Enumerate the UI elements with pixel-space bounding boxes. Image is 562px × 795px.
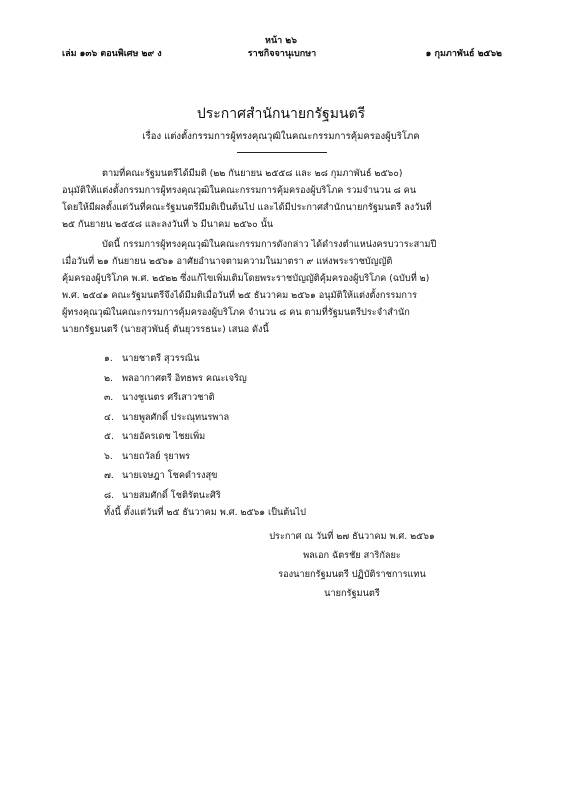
list-item — [104, 410, 247, 430]
list-item — [104, 371, 247, 391]
member-name: นายถวัลย์ รุยาพร — [122, 450, 190, 462]
list-item-number: ๑. — [104, 353, 113, 364]
member-name: นายสมศักดิ์ โชติรัตนะศิริ — [122, 489, 221, 501]
list-item — [104, 468, 247, 488]
list-item-number: ๘. — [104, 489, 115, 501]
paragraph-line: ๒๕ กันยายน ๒๕๕๘ และลงวันที่ ๖ มีนาคม ๒๕๖๐ นั้น — [62, 219, 274, 230]
list-item-number: ๒. — [104, 372, 113, 384]
paragraph-line: นายกรัฐมนตรี (นายสุวพันธุ์ ตันยุวรรธนะ) เสนอ ดังนี้ — [62, 324, 269, 335]
member-name: นางชูเนตร ศรีเสาวชาติ — [122, 392, 215, 403]
paragraph-2 — [62, 236, 504, 338]
paragraph-line: บัดนี้ กรรมการผู้ทรงคุณวุฒิในคณะกรรมการดังกล่าว ได้ดำรงตำแหน่งครบวาระสามปี — [102, 239, 437, 250]
document-subject: เรื่อง แต่งตั้งกรรมการผู้ทรงคุณวุฒิในคณะกรรมการคุ้มครองผู้บริโภค — [142, 131, 420, 142]
member-name: นายเจษฎา โชคดำรงสุข — [122, 470, 218, 481]
paragraph-1 — [62, 165, 504, 233]
member-name: นายอัครเดช ไชยเพิ่ม — [122, 431, 206, 442]
list-item — [104, 429, 247, 449]
list-item-number: ๔. — [104, 411, 114, 423]
announcement-date: ประกาศ ณ วันที่ ๒๗ ธันวาคม พ.ศ. ๒๕๖๑ — [269, 531, 435, 542]
paragraph-line: คุ้มครองผู้บริโภค พ.ศ. ๒๕๒๒ ซึ่งแก้ไขเพิ่มเติมโดยพระราชบัญญัติคุ้มครองผู้บริโภค (ฉบับที่ ๒) — [62, 273, 430, 284]
signatory-name: พลเอก ฉัตรชัย สาริกัลยะ — [303, 550, 401, 561]
paragraph-line: พ.ศ. ๒๕๔๑ คณะรัฐมนตรีจึงได้มีมติเมื่อวันที่ ๒๕ ธันวาคม ๒๕๖๑ อนุมัติให้แต่งตั้งกรรมการ — [62, 290, 418, 301]
member-name: พลอากาศตรี อิทธพร คณะเจริญ — [122, 372, 247, 384]
list-item — [104, 351, 247, 371]
list-item — [104, 390, 247, 410]
paragraph-line: เมื่อวันที่ ๒๑ กันยายน ๒๕๖๑ อาศัยอำนาจตามความในมาตรา ๙ แห่งพระราชบัญญัติ — [62, 256, 393, 267]
title-divider — [237, 152, 327, 153]
paragraph-line: ตามที่คณะรัฐมนตรีได้มีมติ (๒๒ กันยายน ๒๕๕๘ และ ๒๘ กุมภาพันธ์ ๒๕๖๐) — [102, 168, 403, 179]
publication-date: ๑ กุมภาพันธ์ ๒๕๖๒ — [425, 49, 502, 59]
page-number: หน้า ๒๖ — [265, 36, 297, 46]
gazette-header — [62, 46, 502, 60]
signatory-position: รองนายกรัฐมนตรี ปฏิบัติราชการแทน — [278, 569, 426, 580]
list-item-number: ๗. — [104, 470, 114, 481]
member-name: นายชาตรี สุวรรณิน — [122, 353, 200, 364]
signature-block — [222, 529, 482, 605]
signatory-title: นายกรัฐมนตรี — [324, 588, 380, 599]
list-item — [104, 449, 247, 469]
document-title: ประกาศสำนักนายกรัฐมนตรี — [196, 106, 366, 122]
effective-date-statement: ทั้งนี้ ตั้งแต่วันที่ ๒๕ ธันวาคม พ.ศ. ๒๕๖๑ เป็นต้นไป — [104, 507, 306, 518]
list-item-number: ๓. — [104, 392, 114, 403]
member-list — [104, 351, 247, 507]
paragraph-line: อนุมัติให้แต่งตั้งกรรมการผู้ทรงคุณวุฒิในคณะกรรมการคุ้มครองผู้บริโภค รวมจำนวน ๘ คน — [62, 185, 417, 196]
volume-issue: เล่ม ๑๓๖ ตอนพิเศษ ๒๙ ง — [62, 49, 162, 59]
list-item-number: ๕. — [104, 431, 114, 442]
paragraph-line: โดยให้มีผลตั้งแต่วันที่คณะรัฐมนตรีมีมติเป็นต้นไป และได้มีประกาศสำนักนายกรัฐมนตรี ลงวันที่ — [62, 202, 432, 213]
member-name: นายพูลศักดิ์ ประณุทนรพาล — [122, 411, 230, 423]
list-item-number: ๖. — [104, 450, 113, 462]
publication-name: ราชกิจจานุเบกษา — [247, 49, 317, 59]
paragraph-line: ผู้ทรงคุณวุฒิในคณะกรรมการคุ้มครองผู้บริโภค จำนวน ๘ คน ตามที่รัฐมนตรีประจำสำนัก — [62, 307, 410, 318]
